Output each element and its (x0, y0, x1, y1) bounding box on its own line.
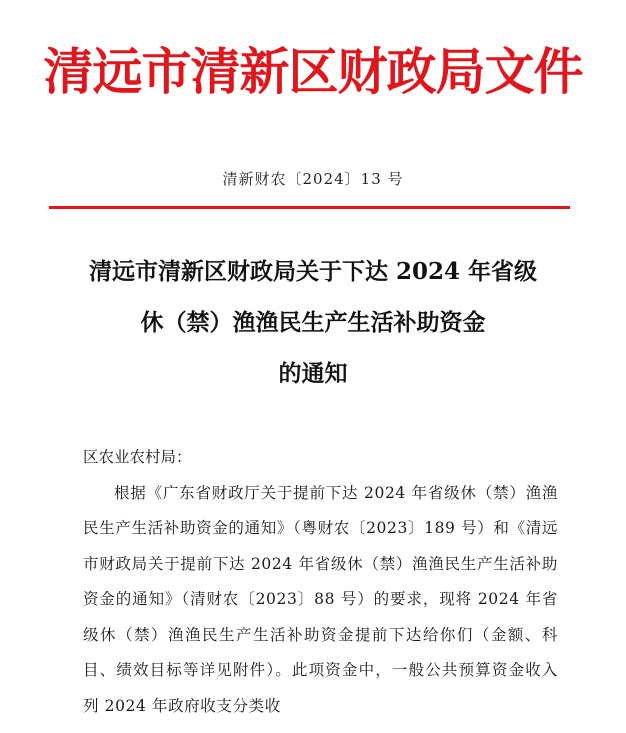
masthead-title: 清远市清新区财政局文件 (43, 43, 583, 101)
title-line-2: 休（禁）渔渔民生产生活补助资金 (140, 309, 486, 336)
title-line-1: 清远市清新区财政局关于下达 2024 年省级 (88, 258, 538, 285)
document-body (83, 440, 558, 724)
red-separator-line (49, 206, 570, 209)
document-title (40, 246, 586, 399)
body-paragraph: 根据《广东省财政厅关于提前下达 2024 年省级休（禁）渔渔民生产生活补助资金的通知》（粤财农〔2023〕189 号）和《清远市财政局关于提前下达 2024 年省级休（禁）渔渔民生产生活补助资金的通知》（清财农〔2023〕88 号）的要求，现将 2024 年省级休（禁）渔渔民生产生活补助资金提前下达给你们（金额、科目、绩效目标等详见附件）。此项资金中，一般公共预算资金收入列 2024 年政府收支分类收 (83, 483, 558, 715)
document-number: 清新财农〔2024〕13 号 (222, 170, 404, 188)
salutation: 区农业农村局： (83, 448, 192, 466)
title-line-3: 的通知 (278, 360, 348, 387)
